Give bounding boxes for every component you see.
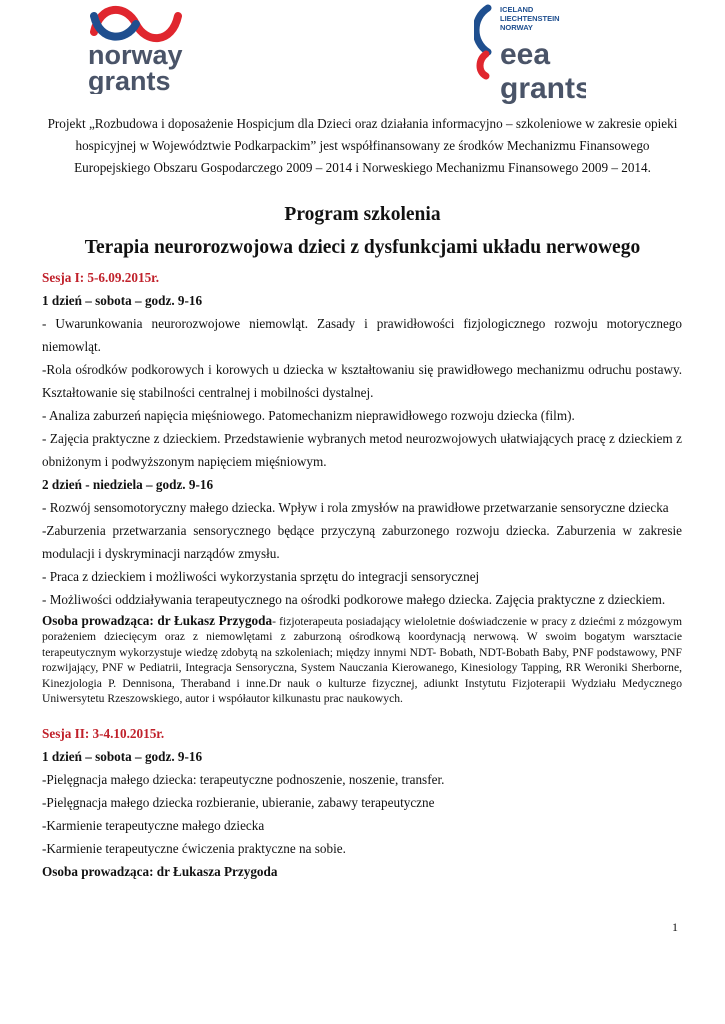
svg-text:grants: grants <box>88 66 171 94</box>
lead-label: Osoba prowadząca: dr Łukasz Przygoda <box>42 613 273 628</box>
program-content <box>42 266 682 883</box>
project-intro: Projekt „Rozbudowa i doposażenie Hospicjum dla Dzieci oraz działania informacyjno – szkoleniowe w zakresie opieki hospicyjnej w Województwie Podkarpackim” jest współfinansowany ze środków Mechanizmu Finansowego Europejskiego Obszaru Gospodarczego 2009 – 2014 i Norweskiego Mechanizmu Finansowego 2009 – 2014. <box>47 116 678 175</box>
svg-text:LIECHTENSTEIN: LIECHTENSTEIN <box>500 14 560 23</box>
session-2-heading: Sesja II: 3-4.10.2015r. <box>42 726 165 742</box>
list-item: -Rola ośrodków podkorowych i korowych u dziecka w kształtowaniu się prawidłowego mechanizmu odruchu postawy. Kształtowanie się stabilności centralnej i mobilności dystalnej. <box>42 362 682 400</box>
list-item: -Karmienie terapeutyczne ćwiczenia praktyczne na sobie. <box>42 841 346 857</box>
page-title: Program szkolenia <box>284 204 441 225</box>
list-item: -Pielęgnacja małego dziecka rozbieranie, ubieranie, zabawy terapeutyczne <box>42 795 435 811</box>
list-item: - Praca z dzieckiem i możliwości wykorzystania sprzętu do integracji sensorycznej <box>42 569 480 584</box>
lead-bio-text: - fizjoterapeuta posiadający wieloletnie doświadczenie w pracy z dziećmi z mózgowym porażeniem dziecięcym oraz z niemowlętami z zaburzoną ośrodkową koordynacją nerwową. W swoim bogatym warsztacie terapeutycznym wykorzystuje wiedzę zdobytą na szkoleniach; między innymi NDT- Bobath, NDT-Bobath Baby, PNF podstawowy, PNF rozwijający, PNF w Pediatrii, Integracja Sensoryczna, System Nauczania Kierowanego, Kinesiology Tapping, RR Weroniki Sherborne, Kinezjologia P. Dennisona, Theraband i inne.Dr nauk o kulturze fizycznej, adiunkt Instytutu Fizjoterapii Wydziału Medycznego Uniwersytetu Rzeszowskiego, autor i współautor kilkunastu prac naukowych. <box>42 615 682 706</box>
eea-grants-logo <box>474 2 586 106</box>
session-2-day-1: 1 dzień – sobota – godz. 9-16 <box>42 749 203 765</box>
svg-text:NORWAY: NORWAY <box>500 23 533 32</box>
list-item: - Zajęcia praktyczne z dzieckiem. Przedstawienie wybranych metod neurozwojowych ułatwiających pracę z dzieckiem z obniżonym i podwyższonym napięciem mięśniowym. <box>42 431 682 469</box>
page-number: 1 <box>672 920 678 934</box>
list-item: -Pielęgnacja małego dziecka: terapeutyczne podnoszenie, noszenie, transfer. <box>42 772 445 788</box>
svg-text:grants: grants <box>500 72 586 105</box>
list-item: -Zaburzenia przetwarzania sensorycznego będące przyczyną zaburzonego rozwoju dziecka. Zaburzenia w zakresie modulacji i dyskryminacji narządów zmysłu. <box>42 523 682 561</box>
svg-text:ICELAND: ICELAND <box>500 5 534 14</box>
list-item: - Rozwój sensomotoryczny małego dziecka. Wpływ i rola zmysłów na prawidłowe przetwarzanie sensoryczne dziecka <box>42 500 669 515</box>
list-item: - Możliwości oddziaływania terapeutycznego na ośrodki podkorowe małego dziecka. Zajęcia praktyczne z dzieckiem. <box>42 592 666 607</box>
svg-text:norway: norway <box>88 40 183 70</box>
session-1-day-2: 2 dzień - niedziela – godz. 9-16 <box>42 477 214 492</box>
session-2-lead: Osoba prowadząca: dr Łukasza Przygoda <box>42 864 278 880</box>
list-item: -Karmienie terapeutyczne małego dziecka <box>42 818 265 834</box>
lead-bio <box>42 613 682 706</box>
svg-text:eea: eea <box>500 38 551 71</box>
session-1-heading: Sesja I: 5-6.09.2015r. <box>42 270 160 285</box>
list-item: - Uwarunkowania neurorozwojowe niemowląt. Zasady i prawidłowości fizjologicznego rozwoju motorycznego niemowląt. <box>42 316 682 354</box>
norway-grants-logo <box>86 2 196 94</box>
page-subtitle: Terapia neurorozwojowa dzieci z dysfunkcjami układu nerwowego <box>84 237 641 258</box>
session-1-day-1: 1 dzień – sobota – godz. 9-16 <box>42 293 203 308</box>
list-item: - Analiza zaburzeń napięcia mięśniowego. Patomechanizm nieprawidłowego rozwoju dziecka (film). <box>42 408 575 423</box>
